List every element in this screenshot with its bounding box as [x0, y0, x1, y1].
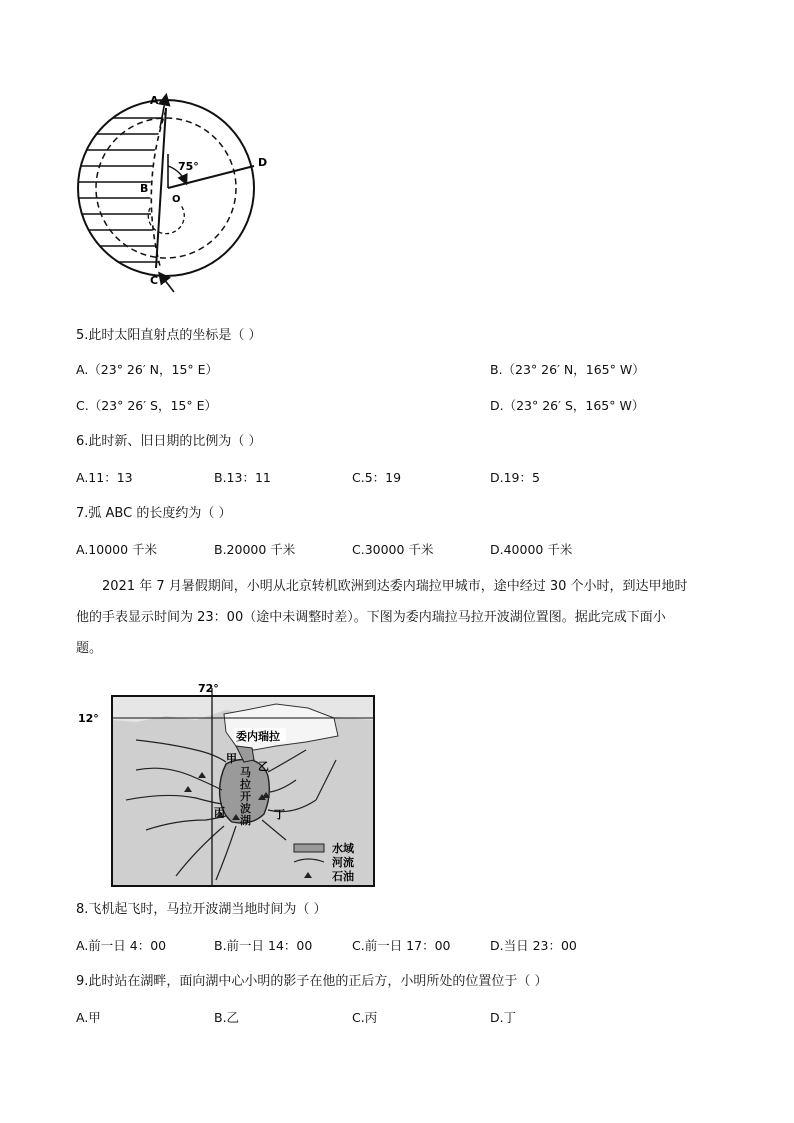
svg-text:波: 波 [240, 802, 251, 815]
svg-text:湖: 湖 [240, 814, 251, 827]
q8-option-b[interactable]: B.前一日 14：00 [214, 938, 313, 953]
label-d: D [258, 156, 268, 169]
question-6: 6.此时新、旧日期的比例为（ ） [76, 434, 262, 449]
q5-option-a[interactable]: A.（23° 26′ N，15° E） [76, 362, 219, 377]
q8-option-c[interactable]: C.前一日 17：00 [352, 938, 451, 953]
svg-text:马: 马 [240, 766, 251, 779]
passage-line-1: 2021 年 7 月暑假期间，小明从北京转机欧洲到达委内瑞拉甲城市，途中经过 30 个小时，到达甲地时 [102, 579, 688, 594]
night-hatching [68, 118, 188, 262]
q9-option-a[interactable]: A.甲 [76, 1010, 101, 1025]
q6-option-a[interactable]: A.11：13 [76, 470, 133, 485]
q5-option-d[interactable]: D.（23° 26′ S，165° W） [490, 398, 645, 413]
lake-label [240, 765, 251, 827]
q8-option-a[interactable]: A.前一日 4：00 [76, 938, 167, 953]
svg-text:拉: 拉 [240, 778, 251, 791]
q6-option-b[interactable]: B.13：11 [214, 470, 271, 485]
label-o: O [172, 194, 181, 205]
question-9: 9.此时站在湖畔，面向湖中心小明的影子在他的正后方，小明所处的位置位于（ ） [76, 974, 548, 989]
illumination-diagram [68, 84, 278, 296]
place-yi: 乙 [258, 760, 269, 773]
earth-circle [78, 100, 254, 276]
passage-line-3: 题。 [76, 641, 103, 656]
question-8: 8.飞机起飞时，马拉开波湖当地时间为（ ） [76, 902, 327, 917]
place-bing: 丙 [214, 806, 225, 819]
q9-option-d[interactable]: D.丁 [490, 1010, 517, 1025]
label-b: B [140, 182, 149, 195]
place-jia: 甲 [226, 752, 237, 765]
q7-option-d[interactable]: D.40000 千米 [490, 542, 573, 557]
question-5: 5.此时太阳直射点的坐标是（ ） [76, 328, 262, 343]
passage-line-2: 他的手表显示时间为 23：00（途中未调整时差）。下图为委内瑞拉马拉开波湖位置图。据此完成下面小 [76, 610, 666, 625]
lat-label: 12° [78, 712, 99, 725]
svg-text:开: 开 [240, 790, 251, 803]
q6-option-d[interactable]: D.19：5 [490, 470, 540, 485]
question-7: 7.弧 ABC 的长度约为（ ） [76, 506, 232, 521]
label-c: C [150, 274, 159, 287]
q6-option-c[interactable]: C.5：19 [352, 470, 402, 485]
legend-oil: 石油 [332, 870, 354, 883]
country-label: 委内瑞拉 [236, 730, 280, 743]
label-angle: 75° [178, 160, 199, 173]
meridian-abc [156, 108, 166, 268]
place-ding: 丁 [274, 808, 285, 821]
q9-option-b[interactable]: B.乙 [214, 1010, 240, 1025]
maracaibo-map [76, 680, 386, 890]
q7-option-a[interactable]: A.10000 千米 [76, 542, 158, 557]
lon-label: 72° [198, 682, 219, 695]
q5-option-b[interactable]: B.（23° 26′ N，165° W） [490, 362, 645, 377]
polar-circle [96, 118, 236, 258]
legend-river: 河流 [332, 856, 354, 869]
label-a: A [150, 94, 159, 107]
q5-option-c[interactable]: C.（23° 26′ S，15° E） [76, 398, 218, 413]
inner-small-circle [148, 204, 184, 234]
legend-water: 水域 [332, 842, 354, 855]
q7-option-b[interactable]: B.20000 千米 [214, 542, 296, 557]
q9-option-c[interactable]: C.丙 [352, 1010, 378, 1025]
q8-option-d[interactable]: D.当日 23：00 [490, 938, 577, 953]
q7-option-c[interactable]: C.30000 千米 [352, 542, 434, 557]
passage [76, 571, 726, 664]
